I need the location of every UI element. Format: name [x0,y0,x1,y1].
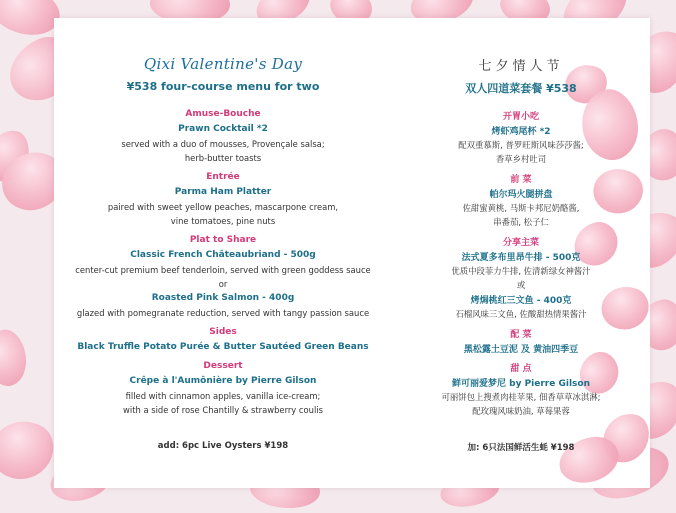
section-heading-dessert-cn: 甜 点 [510,364,532,374]
dish-chateaubriand-cn: 法式夏多布里昂牛排 - 500克 [461,253,581,263]
dish-sides-cn: 黑松露土豆泥 及 黄油四季豆 [463,345,579,355]
dish-description-cn: 配双重慕斯, 普罗旺斯风味莎莎酱; [458,140,584,150]
dish-description-cn: 香草乡村吐司 [495,154,547,164]
section-heading-amuse: Amuse-Bouche [185,109,261,119]
dish-crepe: Crêpe à l'Aumônière by Pierre Gilson [129,376,317,386]
section-heading-entree-cn: 前 菜 [510,175,532,185]
dish-prawn-cocktail: Prawn Cocktail *2 [178,124,268,134]
dish-description: with a side of rose Chantilly & strawberry coulis [123,405,323,415]
dish-prawn-cocktail-cn: 烤虾鸡尾杯 *2 [491,127,551,137]
dish-description-cn: 配玫瑰风味奶油, 草莓果蓉 [472,406,570,416]
menu-title: Qixi Valentine's Day [143,55,303,73]
section-heading-amuse-cn: 开胃小吃 [502,112,539,122]
section-heading-entree: Entrée [206,172,240,182]
dish-description: vine tomatoes, pine nuts [170,216,276,226]
menu-card [54,18,650,488]
menu-title-cn: 七夕情人节 [478,59,564,74]
dish-description-cn: 石榴风味三文鱼, 佐酸甜热情果酱汁 [455,309,587,319]
dish-description-cn: 优质中段菲力牛排, 佐清新绿女神酱汁 [451,266,591,276]
rose-petal-decoration [0,326,33,390]
dish-parma-ham: Parma Ham Platter [174,187,272,197]
section-heading-sides-cn: 配 菜 [510,330,532,340]
footer-addon: add: 6pc Live Oysters ¥198 [157,441,289,451]
dish-description-cn: 可丽饼包上搜煮肉桂苹果, 佃香草草冰淇淋; [441,392,601,402]
section-heading-share-cn: 分享主菜 [502,238,539,248]
dish-description: filled with cinnamon apples, vanilla ice-cream; [125,391,321,401]
dish-description: served with a duo of mousses, Provençale salsa; [121,139,325,149]
dish-description: herb-butter toasts [184,153,262,163]
section-heading-sides: Sides [209,327,237,337]
dish-description: center-cut premium beef tenderloin, served with green goddess sauce [75,265,371,275]
footer-addon-cn: 加: 6只法国鲜活生蚝 ¥198 [467,443,575,453]
dish-sides: Black Truffle Potato Purée & Butter Sautéed Green Beans [77,342,369,352]
menu-subtitle-cn: 双人四道菜套餐 ¥538 [465,82,577,95]
dish-parma-ham-cn: 帕尔玛火腿拼盘 [489,190,553,200]
or-separator-cn: 或 [516,280,526,290]
dish-description-cn: 佐甜蜜黄桃, 马斯卡邦尼奶酪酱, [462,203,580,213]
menu-subtitle: ¥538 four-course menu for two [126,80,320,93]
dish-description-cn: 串番茄, 松子仁 [493,217,549,227]
dish-description: paired with sweet yellow peaches, mascarpone cream, [107,202,339,212]
section-heading-share: Plat to Share [189,235,257,245]
dish-chateaubriand: Classic French Châteaubriand - 500g [130,250,316,260]
section-heading-dessert: Dessert [203,361,243,371]
dish-salmon: Roasted Pink Salmon - 400g [151,293,295,303]
or-separator: or [218,279,228,289]
dish-crepe-cn: 鲜可丽爱梦尼 by Pierre Gilson [452,379,590,389]
dish-description: glazed with pomegranate reduction, served with tangy passion sauce [76,308,370,318]
dish-salmon-cn: 烤焗桃红三文鱼 - 400克 [470,296,572,306]
